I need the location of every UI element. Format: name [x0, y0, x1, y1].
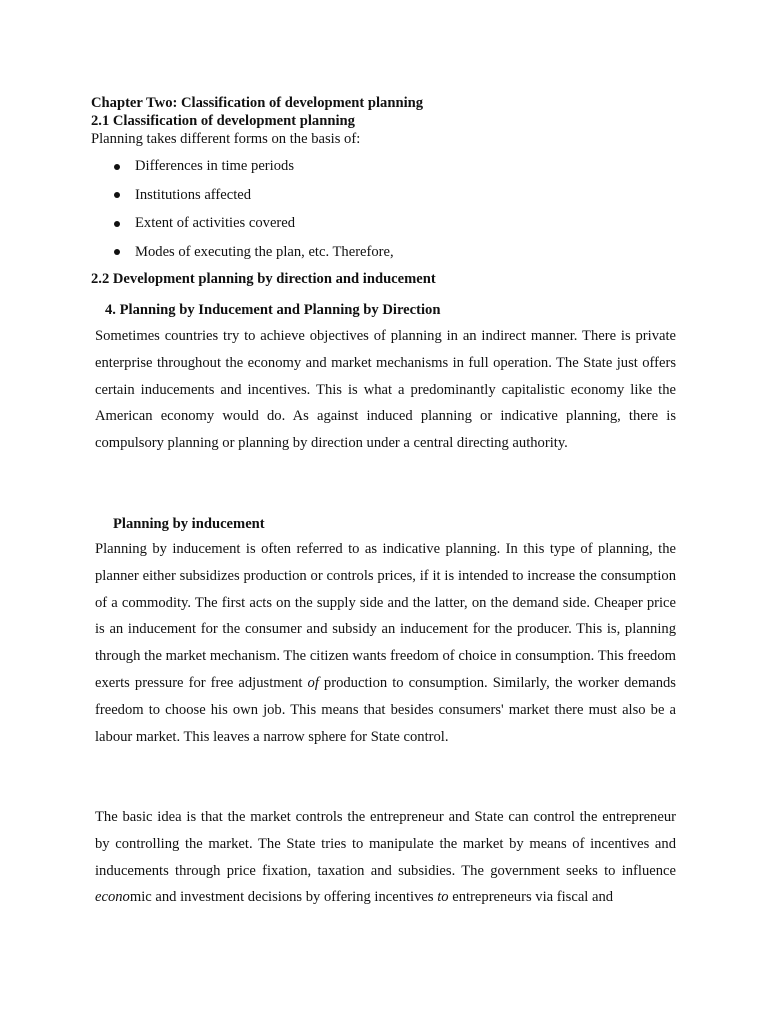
paragraph-3-italic-b: to	[437, 889, 449, 906]
paragraph-2-text-b: production to consumption. Similarly, the worker demands freedom to choose his own job. This means that besides consumers' market there must also be a labour market. This leaves a narrow sphere for State control.	[95, 674, 676, 745]
paragraph-2	[95, 536, 676, 750]
bullet-icon	[114, 164, 120, 170]
paragraph-2-italic: of	[307, 674, 319, 691]
subsection-4-heading: 4. Planning by Inducement and Planning by Direction	[105, 302, 441, 318]
bullet-icon	[114, 192, 120, 198]
list-item-text: Differences in time periods	[135, 158, 294, 174]
list-item-text: Modes of executing the plan, etc. Therefore,	[135, 243, 394, 260]
paragraph-1: Sometimes countries try to achieve objectives of planning in an indirect manner. There is private enterprise throughout the economy and market mechanisms in full operation. The State just offers certain inducements and incentives. This is what a predominantly capitalistic economy like the American economy would do. As against induced planning or indicative planning, there is compulsory planning or planning by direction under a central directing authority.	[95, 328, 676, 452]
paragraph-3-text-c: entrepreneurs via fiscal and	[448, 889, 614, 906]
planning-by-inducement-heading: Planning by inducement	[113, 516, 265, 532]
chapter-title: Chapter Two: Classification of development planning	[91, 95, 424, 111]
intro-text: Planning takes different forms on the basis of:	[91, 131, 361, 147]
list-item	[0, 181, 394, 210]
list-item	[0, 238, 394, 267]
paragraph-3-text-b: mic and investment decisions by offering incentives	[129, 889, 438, 906]
list-item-text: Institutions affected	[135, 186, 252, 203]
list-item	[0, 209, 394, 238]
section-2-1-heading: 2.1 Classification of development planning	[91, 113, 355, 129]
paragraph-3-italic-a: econo	[95, 889, 130, 906]
paragraph-2-text-a: Planning by inducement is often referred to as indicative planning. In this type of planning, the planner either subsidizes production or controls prices, if it is intended to increase the consumption of a commodity. The first acts on the supply side and the latter, on the demand side. Cheaper price is an inducement for the consumer and subsidy an inducement for the producer. This is, planning through the market mechanism. The citizen wants freedom of choice in consumption. This freedom exerts pressure for free adjustment	[95, 541, 676, 691]
bullet-icon	[114, 221, 120, 227]
bullet-icon	[114, 249, 120, 255]
list-item-text: Extent of activities covered	[135, 215, 296, 231]
paragraph-3-text-a: The basic idea is that the market controls the entrepreneur and State can control the entrepreneur by controlling the market. The State tries to manipulate the market by means of incentives and inducements through price fixation, taxation and subsidies. The government seeks to influence	[95, 809, 676, 879]
section-2-2-heading: 2.2 Development planning by direction and inducement	[91, 271, 436, 287]
list-item	[0, 152, 394, 181]
paragraph-3	[95, 804, 676, 911]
bullet-list	[0, 152, 394, 266]
